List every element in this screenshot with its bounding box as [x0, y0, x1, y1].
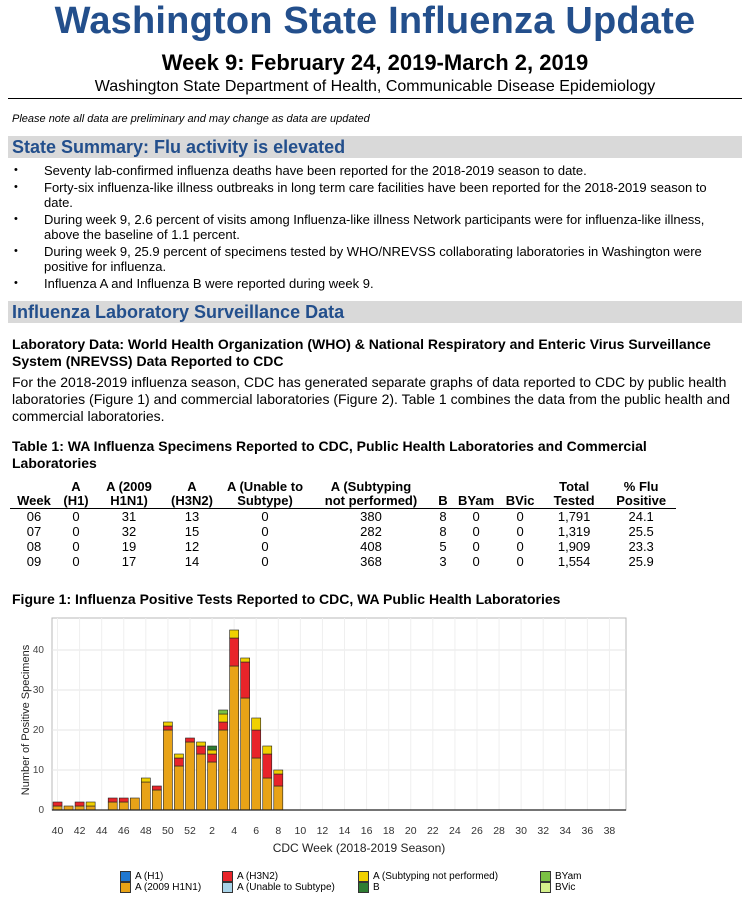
- table-cell: 8: [439, 509, 447, 524]
- legend-label: A (H1): [135, 871, 164, 882]
- table-header-cell: A (Subtyping: [330, 479, 412, 494]
- preliminary-note: Please note all data are preliminary and may change as data are updated: [12, 113, 370, 125]
- table-cell: 0: [516, 554, 524, 569]
- x-tick-label: 42: [73, 825, 86, 837]
- bar-segment: [252, 730, 261, 758]
- specimens-table: [10, 480, 676, 569]
- table-cell: 23.3: [628, 539, 654, 554]
- bar-segment: [241, 662, 250, 698]
- table-cell: 19: [121, 539, 137, 554]
- table-row: [10, 539, 676, 554]
- table-header-cell: BVic: [498, 494, 542, 509]
- table-header-cell: A (Unable to: [226, 479, 304, 494]
- legend-label: B: [373, 882, 380, 893]
- chart-legend: [120, 871, 620, 899]
- legend-item: [358, 882, 380, 893]
- legend-swatch: [222, 871, 233, 882]
- x-tick-label: 44: [95, 825, 108, 837]
- legend-label: BVic: [555, 882, 576, 893]
- table-row: [10, 554, 676, 569]
- legend-item: [120, 871, 163, 882]
- bar-segment: [274, 774, 283, 786]
- x-axis-title: CDC Week (2018-2019 Season): [272, 841, 446, 855]
- x-tick-label: 12: [316, 825, 329, 837]
- x-tick-label: 22: [426, 825, 439, 837]
- legend-swatch: [358, 871, 369, 882]
- table-header-cell: (H1): [58, 494, 94, 509]
- table-cell: 15: [184, 524, 200, 539]
- table-cell: 0: [261, 539, 269, 554]
- summary-bullet: • Influenza A and Influenza B were reported during week 9.: [12, 276, 732, 291]
- bar-segment: [263, 778, 272, 810]
- table-header-cell: [10, 480, 58, 494]
- x-tick-label: 24: [449, 825, 461, 837]
- plot-area: [52, 618, 626, 810]
- x-tick-label: 14: [338, 825, 351, 837]
- x-tick-label: 30: [515, 825, 527, 837]
- bar-segment: [219, 714, 228, 722]
- bar-segment: [119, 798, 128, 802]
- bar-segment: [163, 730, 172, 810]
- lab-data-subheading: Laboratory Data: World Health Organization (WHO) & National Respiratory and Enteric Virus Surveillance System (NREVSS) Data Reported to CDC: [12, 336, 711, 369]
- legend-swatch: [540, 882, 551, 893]
- y-tick-label: 0: [38, 805, 44, 816]
- table-cell: 24.1: [628, 509, 654, 524]
- y-tick-label: 40: [32, 645, 44, 656]
- summary-bullet: • Seventy lab-confirmed influenza deaths have been reported for the 2018-2019 season to date.: [12, 163, 732, 178]
- table-cell: 31: [121, 509, 137, 524]
- summary-bullet: • During week 9, 2.6 percent of visits among Influenza-like illness Network participants were for influenza-like illness, above the baseline of 1.1 percent.: [12, 212, 732, 242]
- legend-item: [540, 871, 582, 882]
- bar-segment: [174, 754, 183, 758]
- table-cell: 0: [472, 509, 480, 524]
- bar-segment: [86, 802, 95, 806]
- x-tick-label: 26: [471, 825, 483, 837]
- department-name: Washington State Department of Health, Communicable Disease Epidemiology: [94, 78, 656, 95]
- y-tick-label: 10: [32, 765, 44, 776]
- lab-surveillance-heading: Influenza Laboratory Surveillance Data: [8, 301, 742, 323]
- table-cell: 0: [72, 524, 80, 539]
- bar-segment: [174, 758, 183, 766]
- x-tick-label: 6: [253, 825, 260, 837]
- bar-segment: [141, 782, 150, 810]
- bar-segment: [185, 742, 194, 810]
- bar-segment: [208, 746, 217, 750]
- table-header-cell: A: [71, 479, 81, 494]
- bar-segment: [197, 754, 206, 810]
- bar-segment: [174, 766, 183, 810]
- table-row: [10, 509, 676, 525]
- table-cell: 0: [72, 539, 80, 554]
- bar-segment: [219, 730, 228, 810]
- table-cell: 1,791: [557, 509, 591, 524]
- bar-segment: [163, 722, 172, 726]
- bar-segment: [185, 738, 194, 742]
- legend-label: A (Unable to Subtype): [237, 882, 335, 893]
- table-header-row: [10, 494, 676, 509]
- legend-swatch: [540, 871, 551, 882]
- table-cell: 282: [360, 524, 382, 539]
- table-header-cell: [454, 480, 498, 494]
- bar-segment: [141, 778, 150, 782]
- table-cell: 0: [261, 554, 269, 569]
- lab-data-paragraph: For the 2018-2019 influenza season, CDC has generated separate graphs of data reported to CDC by public health laboratories (Figure 1) and commercial laboratories (Figure 2). Table 1 combines the data from the public health and commercial laboratories.: [12, 374, 730, 424]
- bar-segment: [119, 802, 128, 810]
- x-tick-label: 34: [559, 825, 572, 837]
- table-cell: 25.9: [628, 554, 654, 569]
- bar-segment: [108, 802, 117, 810]
- x-tick-label: 52: [184, 825, 196, 837]
- x-tick-label: 16: [360, 825, 373, 837]
- legend-swatch: [358, 882, 369, 893]
- x-tick-label: 32: [537, 825, 550, 837]
- table-cell: 1,909: [557, 539, 591, 554]
- bar-segment: [241, 698, 250, 810]
- bar-segment: [230, 638, 239, 666]
- bar-segment: [53, 802, 62, 806]
- table-cell: 0: [516, 524, 524, 539]
- bar-segment: [219, 710, 228, 714]
- table-header-cell: Week: [10, 494, 58, 509]
- summary-bullet: • Forty-six influenza-like illness outbreaks in long term care facilities have been reported for the 2018-2019 season to date.: [12, 180, 732, 210]
- x-tick-label: 28: [493, 825, 505, 837]
- legend-item: [222, 882, 335, 893]
- bar-segment: [130, 798, 139, 810]
- table-cell: 06: [26, 509, 42, 524]
- table-cell: 32: [121, 524, 137, 539]
- table-cell: 14: [184, 554, 200, 569]
- table-header-cell: Total: [559, 479, 590, 494]
- legend-item: [358, 871, 498, 882]
- bar-segment: [230, 666, 239, 810]
- x-tick-label: 36: [581, 825, 594, 837]
- table-header-cell: BYam: [454, 494, 498, 509]
- x-tick-label: 48: [139, 825, 152, 837]
- table-header-cell: A: [187, 479, 197, 494]
- bar-segment: [208, 750, 217, 754]
- table-cell: 17: [121, 554, 137, 569]
- legend-item: [120, 882, 201, 893]
- bar-segment: [219, 722, 228, 730]
- table-header-cell: % Flu: [623, 479, 659, 494]
- table-header-cell: Positive: [606, 494, 676, 509]
- state-summary-heading: State Summary: Flu activity is elevated: [8, 136, 742, 158]
- influenza-positive-tests-chart: [0, 614, 750, 868]
- bar-segment: [241, 658, 250, 662]
- table-header-cell: (H3N2): [164, 494, 220, 509]
- table-cell: 380: [360, 509, 382, 524]
- summary-bullet-list: [12, 163, 732, 293]
- table-cell: 5: [439, 539, 447, 554]
- table-row: [10, 524, 676, 539]
- table-cell: 25.5: [628, 524, 654, 539]
- bar-segment: [152, 786, 161, 790]
- legend-label: A (H3N2): [237, 871, 279, 882]
- legend-item: [540, 882, 575, 893]
- table-cell: 0: [472, 539, 480, 554]
- x-tick-label: 50: [162, 825, 174, 837]
- x-tick-label: 8: [275, 825, 282, 837]
- table-cell: 3: [439, 554, 447, 569]
- bar-segment: [208, 762, 217, 810]
- table-cell: 13: [184, 509, 200, 524]
- table-cell: 0: [516, 539, 524, 554]
- bar-segment: [108, 798, 117, 802]
- legend-label: A (2009 H1N1): [135, 882, 202, 893]
- table-header-cell: A (2009: [106, 479, 152, 494]
- table-cell: 0: [72, 554, 80, 569]
- table-header-cell: not performed): [310, 494, 432, 509]
- table-cell: 0: [261, 509, 269, 524]
- table-cell: 12: [184, 539, 200, 554]
- y-tick-label: 20: [32, 725, 44, 736]
- table-cell: 0: [516, 509, 524, 524]
- bar-segment: [75, 802, 84, 806]
- bar-segment: [197, 742, 206, 746]
- table-header-cell: [498, 480, 542, 494]
- table-cell: 08: [26, 539, 42, 554]
- bar-segment: [263, 754, 272, 778]
- bar-segment: [252, 718, 261, 730]
- table-cell: 0: [472, 554, 480, 569]
- table-header-row: [10, 480, 676, 494]
- table-cell: 368: [360, 554, 382, 569]
- table-header-cell: B: [432, 494, 454, 509]
- table-title: Table 1: WA Influenza Specimens Reported to CDC, Public Health Laboratories and Commercial Laboratories: [12, 438, 647, 471]
- bar-segment: [230, 630, 239, 638]
- x-tick-label: 40: [51, 825, 64, 837]
- table-cell: 09: [26, 554, 42, 569]
- table-cell: 1,319: [557, 524, 591, 539]
- table-header-cell: H1N1): [94, 494, 164, 509]
- table-cell: 8: [439, 524, 447, 539]
- bar-segment: [163, 726, 172, 730]
- y-tick-label: 30: [32, 685, 44, 696]
- table-header-cell: Tested: [542, 494, 606, 509]
- x-tick-label: 46: [117, 825, 130, 837]
- bar-segment: [252, 758, 261, 810]
- report-week-subtitle: Week 9: February 24, 2019-March 2, 2019: [161, 50, 589, 75]
- legend-swatch: [120, 882, 131, 893]
- bar-segment: [197, 746, 206, 754]
- page-title: Washington State Influenza Update: [54, 0, 696, 42]
- bar-segment: [274, 770, 283, 774]
- legend-swatch: [222, 882, 233, 893]
- bar-segment: [152, 790, 161, 810]
- bar-segment: [263, 746, 272, 754]
- table-cell: 0: [472, 524, 480, 539]
- table-cell: 07: [26, 524, 42, 539]
- legend-swatch: [120, 871, 131, 882]
- x-tick-label: 10: [294, 825, 307, 837]
- header-divider: [8, 98, 742, 99]
- table-header-cell: Subtype): [220, 494, 310, 509]
- figure-title: Figure 1: Influenza Positive Tests Reported to CDC, WA Public Health Laboratories: [12, 591, 561, 607]
- table-cell: 0: [261, 524, 269, 539]
- bar-segment: [274, 786, 283, 810]
- y-axis-title: Number of Positive Specimens: [20, 644, 32, 796]
- table-cell: 1,554: [557, 554, 591, 569]
- bar-segment: [208, 754, 217, 762]
- legend-item: [222, 871, 278, 882]
- legend-label: A (Subtyping not performed): [373, 871, 499, 882]
- x-tick-label: 20: [404, 825, 417, 837]
- x-tick-label: 38: [603, 825, 616, 837]
- x-tick-label: 4: [231, 825, 238, 837]
- table-header-cell: [432, 480, 454, 494]
- table-cell: 0: [72, 509, 80, 524]
- legend-label: BYam: [555, 871, 582, 882]
- summary-bullet: • During week 9, 25.9 percent of specimens tested by WHO/NREVSS collaborating laboratories in Washington were positive for influenza.: [12, 244, 732, 274]
- x-tick-label: 18: [382, 825, 395, 837]
- x-tick-label: 2: [209, 825, 215, 837]
- table-cell: 408: [360, 539, 382, 554]
